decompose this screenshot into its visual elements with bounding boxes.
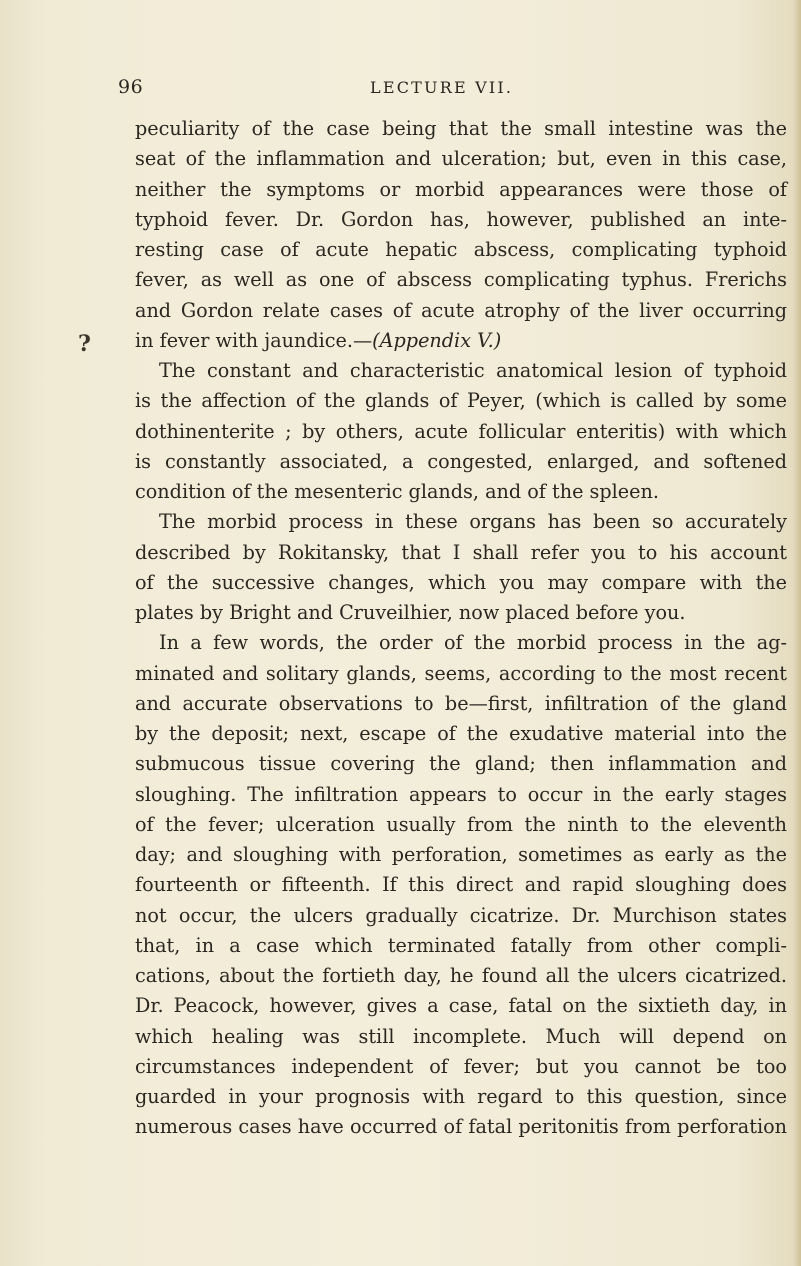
text-line-content: circumstances independent of fever; but you cannot be too <box>135 1054 787 1078</box>
text-line <box>135 689 787 719</box>
text-line <box>135 628 787 658</box>
text-line <box>135 901 787 931</box>
text-line-content: Dr. Peacock, however, gives a case, fatal on the sixtieth day, in <box>135 994 787 1018</box>
text-line <box>135 749 787 779</box>
text-line-content: by the deposit; next, escape of the exudative material into the <box>135 722 787 745</box>
text-line-content: in fever with jaundice.— <box>135 328 373 352</box>
text-line-content: typhoid fever. Dr. Gordon has, however, published an inte- <box>135 207 787 231</box>
text-line-content: numerous cases have occurred of fatal peritonitis from perforation <box>135 1115 787 1139</box>
text-line-content: not occur, the ulcers gradually cicatrize. Dr. Murchison states <box>135 903 787 927</box>
text-line <box>135 659 787 689</box>
text-line-content: seat of the inflammation and ulceration; but, even in this case, <box>135 147 787 171</box>
text-line-content: guarded in your prognosis with regard to this question, since <box>135 1085 787 1108</box>
text-line-content: dothinenterite ; by others, acute follicular enteritis) with which <box>135 419 787 443</box>
text-line <box>135 386 787 416</box>
margin-question-mark: ? <box>78 331 91 357</box>
text-line <box>135 235 787 265</box>
page-edge-shadow <box>793 0 801 1266</box>
text-line <box>135 870 787 900</box>
text-line-content: peculiarity of the case being that the small intestine was the <box>135 117 787 140</box>
text-line-content: which healing was still incomplete. Much will depend on <box>135 1024 787 1048</box>
text-line <box>135 296 787 326</box>
text-line-content: fourteenth or fifteenth. If this direct and rapid sloughing does <box>135 873 787 897</box>
text-line <box>135 1082 787 1112</box>
text-line-content: day; and sloughing with perforation, sometimes as early as the <box>135 843 787 866</box>
text-line-content: that, in a case which terminated fatally from other compli- <box>135 933 787 957</box>
text-line-content: minated and solitary glands, seems, according to the most recent <box>135 661 787 685</box>
appendix-reference: (Appendix V.) <box>372 328 502 352</box>
text-line <box>135 538 787 568</box>
text-line-content: sloughing. The infiltration appears to occur in the early stages <box>135 782 787 806</box>
text-line-content: resting case of acute hepatic abscess, complicating typhoid <box>135 238 787 261</box>
text-line-content: of the successive changes, which you may compare with the <box>135 570 787 594</box>
text-line <box>135 326 787 356</box>
text-line-content: The morbid process in these organs has been so accurately <box>159 510 787 534</box>
text-line <box>135 477 787 507</box>
text-line <box>135 1052 787 1082</box>
text-line <box>135 265 787 295</box>
text-line <box>135 114 787 144</box>
text-line <box>135 991 787 1021</box>
text-line <box>135 417 787 447</box>
text-line-content: described by Rokitansky, that I shall refer you to his account <box>135 540 787 564</box>
text-line <box>135 840 787 870</box>
text-line <box>135 931 787 961</box>
text-line-content: plates by Bright and Cruveilhier, now placed before you. <box>135 601 686 624</box>
text-line <box>135 780 787 810</box>
body-text <box>135 114 787 1143</box>
text-line <box>135 598 787 628</box>
text-line <box>135 1112 787 1142</box>
text-line <box>135 568 787 598</box>
text-line <box>135 175 787 205</box>
text-line <box>135 356 787 386</box>
text-line-content: and accurate observations to be—first, infiltration of the gland <box>135 691 787 715</box>
text-line-content: is the affection of the glands of Peyer, (which is called by some <box>135 389 787 413</box>
text-line <box>135 1022 787 1052</box>
text-line-content: The constant and characteristic anatomical lesion of typhoid <box>159 359 787 382</box>
text-line <box>135 961 787 991</box>
text-line <box>135 507 787 537</box>
text-line-content: and Gordon relate cases of acute atrophy of the liver occurring <box>135 298 787 322</box>
text-line-content: In a few words, the order of the morbid process in the ag- <box>159 631 787 655</box>
text-line <box>135 810 787 840</box>
text-line-content: submucous tissue covering the gland; then inflammation and <box>135 752 787 776</box>
text-line-content: neither the symptoms or morbid appearances were those of <box>135 177 787 201</box>
text-line <box>135 719 787 749</box>
text-line-content: cations, about the fortieth day, he found all the ulcers cicatrized. <box>135 964 787 987</box>
page-header <box>118 76 778 104</box>
page-number: 96 <box>118 76 144 98</box>
text-line-content: fever, as well as one of abscess complicating typhus. Frerichs <box>135 268 787 292</box>
text-line-content: is constantly associated, a congested, enlarged, and softened <box>135 449 787 473</box>
text-line <box>135 205 787 235</box>
text-line <box>135 447 787 477</box>
text-line <box>135 144 787 174</box>
text-line-content: of the fever; ulceration usually from the ninth to the eleventh <box>135 812 787 836</box>
text-line-content: condition of the mesenteric glands, and of the spleen. <box>135 480 659 503</box>
running-head: LECTURE VII. <box>370 78 514 97</box>
